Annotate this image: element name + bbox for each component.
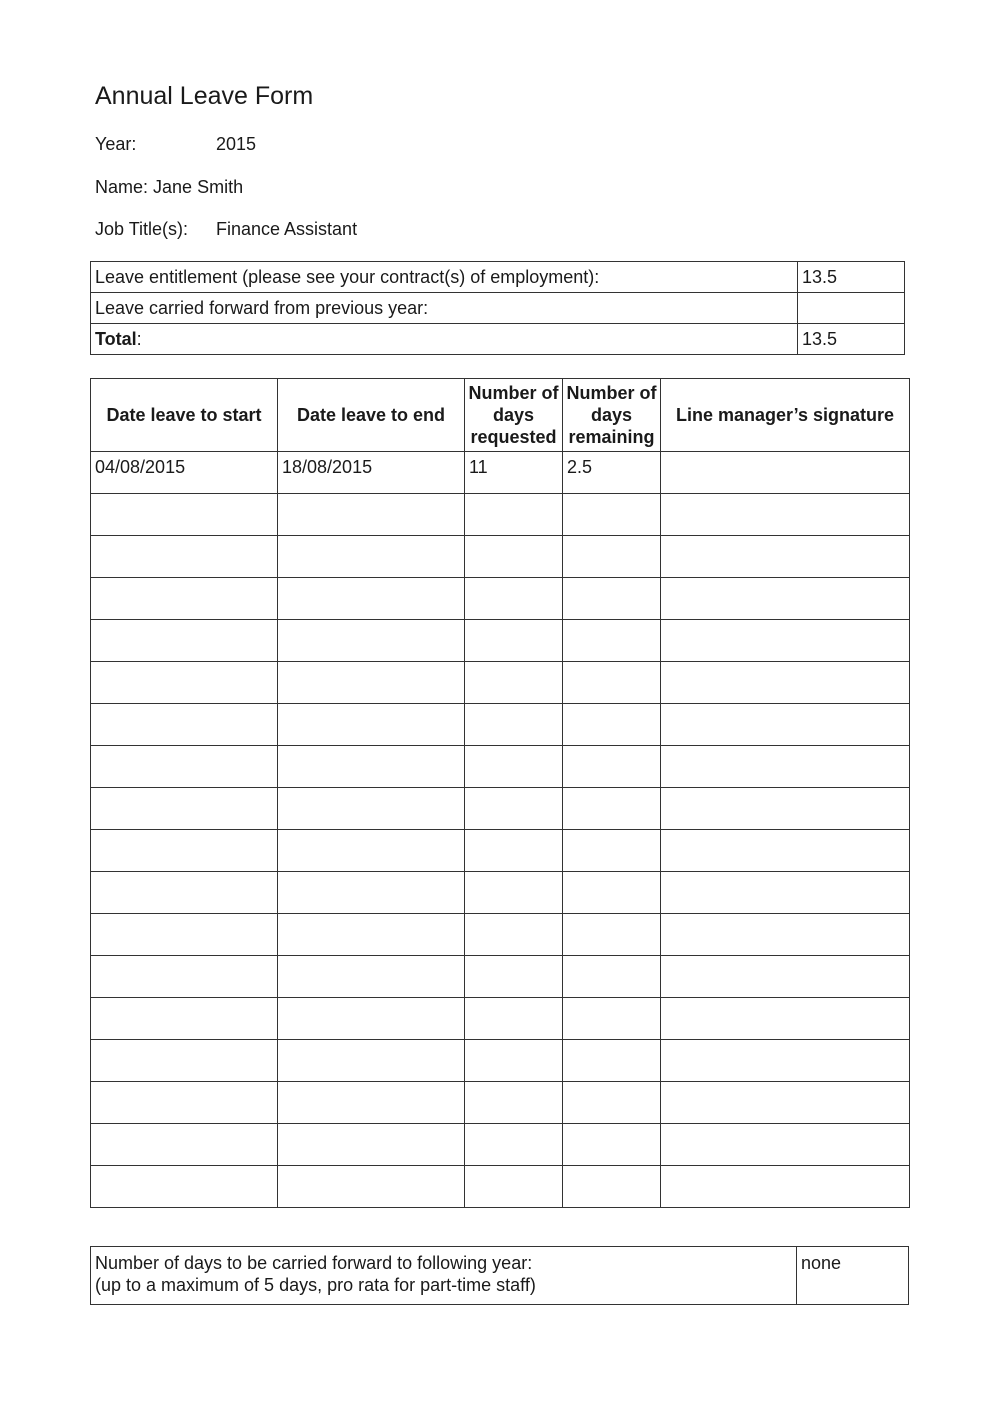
days-requested-cell[interactable]	[465, 494, 563, 536]
carry-forward-value[interactable]: none	[797, 1247, 909, 1305]
days-remaining-cell[interactable]	[563, 1124, 661, 1166]
date-start-cell[interactable]	[91, 494, 278, 536]
table-row	[91, 746, 910, 788]
days-remaining-cell[interactable]	[563, 620, 661, 662]
date-end-cell[interactable]	[278, 1082, 465, 1124]
signature-cell[interactable]	[661, 452, 910, 494]
date-start-cell[interactable]	[91, 536, 278, 578]
carry-forward-note: (up to a maximum of 5 days, pro rata for part-time staff)	[95, 1275, 536, 1295]
carried-forward-label: Leave carried forward from previous year:	[91, 293, 798, 324]
table-row	[91, 872, 910, 914]
table-row	[91, 1082, 910, 1124]
carried-forward-value[interactable]	[798, 293, 905, 324]
date-start-cell[interactable]	[91, 1040, 278, 1082]
date-end-cell[interactable]	[278, 1040, 465, 1082]
signature-cell[interactable]	[661, 620, 910, 662]
year-value[interactable]: 2015	[216, 134, 257, 154]
date-start-cell[interactable]	[91, 746, 278, 788]
days-requested-cell[interactable]	[465, 830, 563, 872]
date-start-cell[interactable]: 04/08/2015	[91, 452, 278, 494]
days-remaining-cell[interactable]	[563, 662, 661, 704]
carried-forward-row	[91, 293, 905, 324]
table-row	[91, 956, 910, 998]
name-value[interactable]: Jane Smith	[153, 177, 244, 197]
date-end-cell[interactable]	[278, 998, 465, 1040]
table-row	[91, 830, 910, 872]
entitlement-row	[91, 262, 905, 293]
days-requested-cell[interactable]	[465, 788, 563, 830]
table-row	[91, 494, 910, 536]
days-remaining-cell[interactable]	[563, 704, 661, 746]
date-start-cell[interactable]	[91, 1082, 278, 1124]
table-row	[91, 998, 910, 1040]
date-start-cell[interactable]	[91, 620, 278, 662]
carry-forward-label: Number of days to be carried forward to following year:	[95, 1253, 533, 1273]
leave-table-body	[91, 452, 910, 1208]
signature-cell[interactable]	[661, 1124, 910, 1166]
date-start-cell[interactable]	[91, 704, 278, 746]
date-end-cell[interactable]	[278, 1124, 465, 1166]
header-days-requested: Number of days requested	[465, 379, 563, 452]
signature-cell[interactable]	[661, 746, 910, 788]
days-requested-cell[interactable]	[465, 914, 563, 956]
job-title-value[interactable]: Finance Assistant	[216, 219, 358, 239]
name-row	[95, 177, 243, 198]
date-end-cell[interactable]: 18/08/2015	[278, 452, 465, 494]
signature-cell[interactable]	[661, 788, 910, 830]
days-remaining-cell[interactable]	[563, 956, 661, 998]
table-row	[91, 1040, 910, 1082]
entitlement-value[interactable]: 13.5	[798, 262, 905, 293]
table-row	[91, 1166, 910, 1208]
days-requested-cell[interactable]	[465, 1166, 563, 1208]
days-remaining-cell[interactable]	[563, 914, 661, 956]
date-start-cell[interactable]	[91, 956, 278, 998]
year-label: Year:	[95, 134, 137, 154]
date-end-cell[interactable]	[278, 872, 465, 914]
days-remaining-cell[interactable]	[563, 1166, 661, 1208]
name-label: Name:	[95, 177, 149, 197]
date-end-cell[interactable]	[278, 788, 465, 830]
date-end-cell[interactable]	[278, 578, 465, 620]
days-requested-cell[interactable]	[465, 1082, 563, 1124]
total-colon: :	[136, 328, 142, 349]
date-end-cell[interactable]	[278, 956, 465, 998]
days-requested-cell[interactable]	[465, 1040, 563, 1082]
year-row	[95, 134, 256, 155]
entitlement-table	[90, 261, 905, 355]
date-end-cell[interactable]	[278, 620, 465, 662]
date-end-cell[interactable]	[278, 746, 465, 788]
total-label-cell	[91, 324, 798, 355]
days-remaining-cell[interactable]	[563, 998, 661, 1040]
days-requested-cell[interactable]	[465, 662, 563, 704]
signature-cell[interactable]	[661, 1082, 910, 1124]
days-requested-cell[interactable]: 11	[465, 452, 563, 494]
date-start-cell[interactable]	[91, 1166, 278, 1208]
header-date-start: Date leave to start	[91, 379, 278, 452]
days-requested-cell[interactable]	[465, 1124, 563, 1166]
job-title-label: Job Title(s):	[95, 219, 189, 239]
days-remaining-cell[interactable]	[563, 830, 661, 872]
signature-cell[interactable]	[661, 1166, 910, 1208]
date-start-cell[interactable]	[91, 872, 278, 914]
date-end-cell[interactable]	[278, 536, 465, 578]
date-end-cell[interactable]	[278, 494, 465, 536]
date-start-cell[interactable]	[91, 998, 278, 1040]
date-end-cell[interactable]	[278, 1166, 465, 1208]
signature-cell[interactable]	[661, 704, 910, 746]
table-row	[91, 620, 910, 662]
signature-cell[interactable]	[661, 956, 910, 998]
days-requested-cell[interactable]	[465, 704, 563, 746]
signature-cell[interactable]	[661, 830, 910, 872]
table-row	[91, 578, 910, 620]
days-remaining-cell[interactable]	[563, 746, 661, 788]
signature-cell[interactable]	[661, 578, 910, 620]
table-row	[91, 704, 910, 746]
days-requested-cell[interactable]	[465, 746, 563, 788]
table-row	[91, 914, 910, 956]
date-end-cell[interactable]	[278, 830, 465, 872]
table-row	[91, 536, 910, 578]
table-row	[91, 452, 910, 494]
signature-cell[interactable]	[661, 1040, 910, 1082]
signature-cell[interactable]	[661, 998, 910, 1040]
date-start-cell[interactable]	[91, 662, 278, 704]
days-requested-cell[interactable]	[465, 578, 563, 620]
days-remaining-cell[interactable]	[563, 536, 661, 578]
table-row	[91, 788, 910, 830]
signature-cell[interactable]	[661, 494, 910, 536]
header-date-end: Date leave to end	[278, 379, 465, 452]
signature-cell[interactable]	[661, 662, 910, 704]
days-remaining-cell[interactable]	[563, 578, 661, 620]
header-signature: Line manager’s signature	[661, 379, 910, 452]
carry-forward-label-cell	[91, 1247, 797, 1305]
total-value[interactable]: 13.5	[798, 324, 905, 355]
signature-cell[interactable]	[661, 872, 910, 914]
signature-cell[interactable]	[661, 914, 910, 956]
days-remaining-cell[interactable]	[563, 1040, 661, 1082]
date-start-cell[interactable]	[91, 830, 278, 872]
date-start-cell[interactable]	[91, 578, 278, 620]
total-row	[91, 324, 905, 355]
date-end-cell[interactable]	[278, 662, 465, 704]
entitlement-label: Leave entitlement (please see your contract(s) of employment):	[91, 262, 798, 293]
days-remaining-cell[interactable]	[563, 788, 661, 830]
days-remaining-cell[interactable]: 2.5	[563, 452, 661, 494]
signature-cell[interactable]	[661, 536, 910, 578]
days-requested-cell[interactable]	[465, 998, 563, 1040]
date-end-cell[interactable]	[278, 704, 465, 746]
total-label: Total	[95, 328, 137, 349]
date-start-cell[interactable]	[91, 1124, 278, 1166]
days-requested-cell[interactable]	[465, 956, 563, 998]
carry-forward-row	[91, 1247, 909, 1305]
table-row	[91, 662, 910, 704]
date-start-cell[interactable]	[91, 914, 278, 956]
date-end-cell[interactable]	[278, 914, 465, 956]
form-title: Annual Leave Form	[95, 82, 314, 110]
days-requested-cell[interactable]	[465, 620, 563, 662]
days-remaining-cell[interactable]	[563, 1082, 661, 1124]
days-requested-cell[interactable]	[465, 536, 563, 578]
days-requested-cell[interactable]	[465, 872, 563, 914]
table-row	[91, 1124, 910, 1166]
date-start-cell[interactable]	[91, 788, 278, 830]
days-remaining-cell[interactable]	[563, 872, 661, 914]
header-days-remaining: Number of days remaining	[563, 379, 661, 452]
job-title-row	[95, 219, 357, 240]
leave-table-header	[91, 379, 910, 452]
days-remaining-cell[interactable]	[563, 494, 661, 536]
carry-forward-table	[90, 1246, 909, 1305]
leave-requests-table	[90, 378, 910, 1208]
